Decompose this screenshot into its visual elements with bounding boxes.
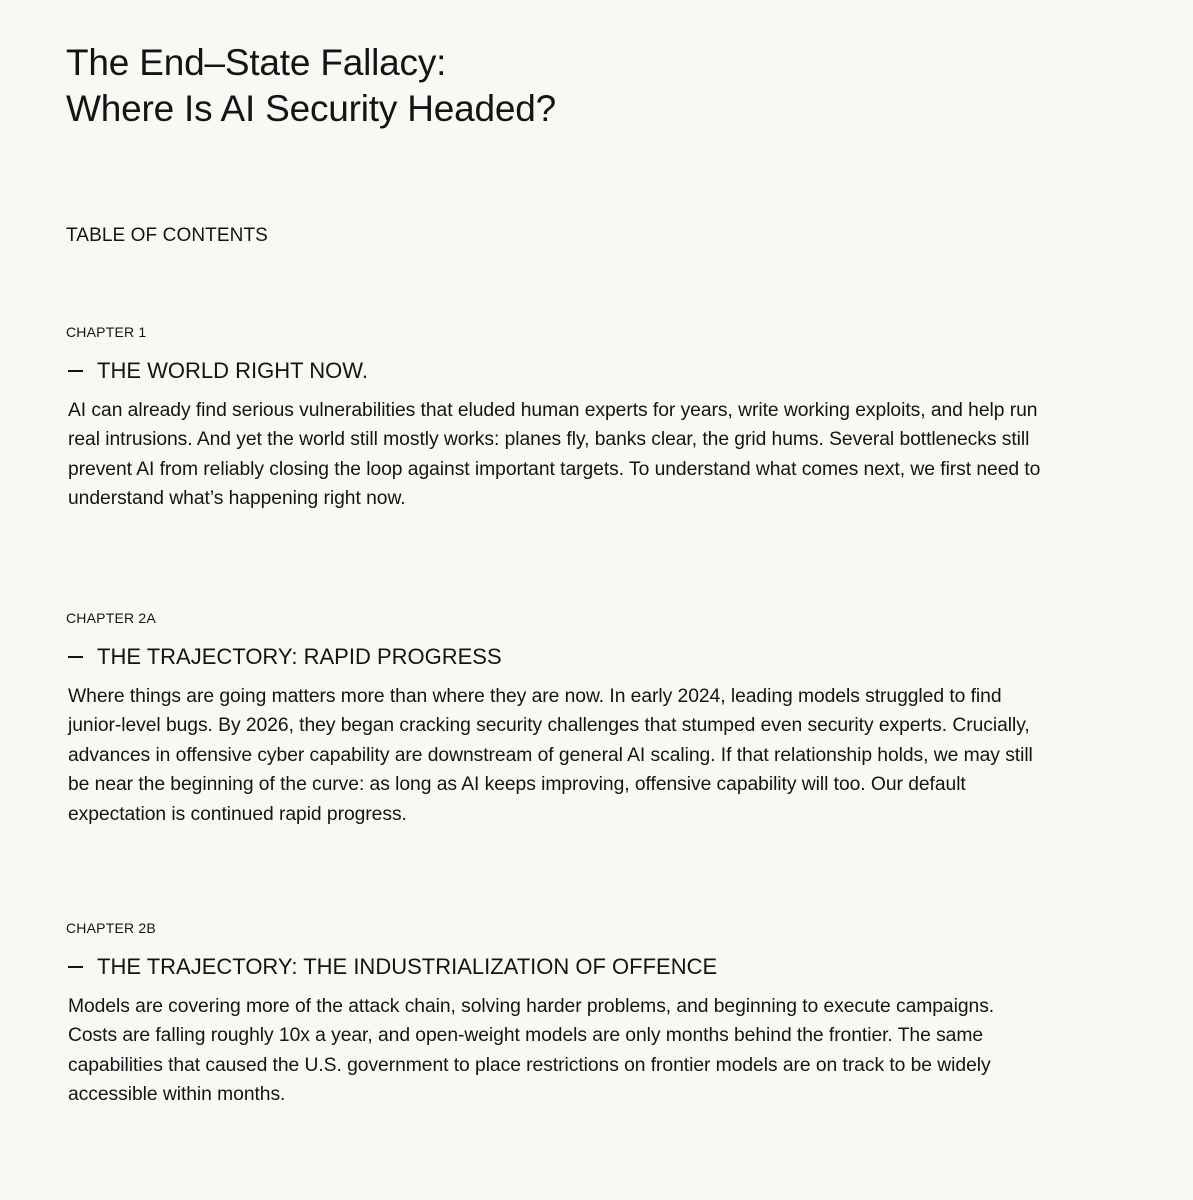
chapter-2b-heading[interactable] [66,952,1056,982]
chapter-1-summary: AI can already find serious vulnerabilities that eluded human experts for years, write working exploits, and help run real intrusions. And yet the world still mostly works: planes fly, banks clear, the grid hums. Several bottlenecks still prevent AI from reliably closing the loop against important targets. To understand what comes next, we first need to understand what’s happening right now. [68,400,1041,510]
chapter-2a-summary: Where things are going matters more than where they are now. In early 2024, leading models struggled to find junior-level bugs. By 2026, they began cracking security challenges that stumped even security experts. Crucially, advances in offensive cyber capability are downstream of general AI scaling. If that relationship holds, we may still be near the beginning of the curve: as long as AI keeps improving, offensive capability will too. Our default expectation is continued rapid progress. [68,686,1033,825]
chapter-2b-heading-text: THE TRAJECTORY: THE INDUSTRIALIZATION OF OFFENCE [97,954,718,979]
em-dash-mark [68,370,83,372]
chapter-1-label: CHAPTER 1 [66,324,147,340]
em-dash-mark [68,966,83,968]
chapter-2b-label: CHAPTER 2B [66,920,156,936]
document-title-line-2: Where Is AI Security Headed? [66,87,557,129]
chapter-1-heading[interactable] [66,356,1056,386]
table-of-contents-heading: TABLE OF CONTENTS [66,225,268,246]
chapter-2b-entry [66,919,1056,1110]
document-page [66,0,1066,1200]
document-title [66,40,556,131]
document-title-line-1: The End–State Fallacy: [66,42,447,83]
chapter-1-heading-text: THE WORLD RIGHT NOW. [97,358,368,383]
chapter-2b-summary: Models are covering more of the attack chain, solving harder problems, and beginning to execute campaigns. Costs are falling roughly 10x a year, and open-weight models are only months behind the frontier. The same capabilities that caused the U.S. government to place restrictions on frontier models are on track to be widely accessible within months. [68,996,995,1106]
chapter-1-entry [66,323,1056,514]
chapter-2a-heading[interactable] [66,642,1056,672]
chapter-2a-label: CHAPTER 2A [66,610,156,626]
em-dash-mark [68,656,83,658]
chapter-2a-entry [66,609,1056,829]
chapter-2a-heading-text: THE TRAJECTORY: RAPID PROGRESS [97,644,502,669]
